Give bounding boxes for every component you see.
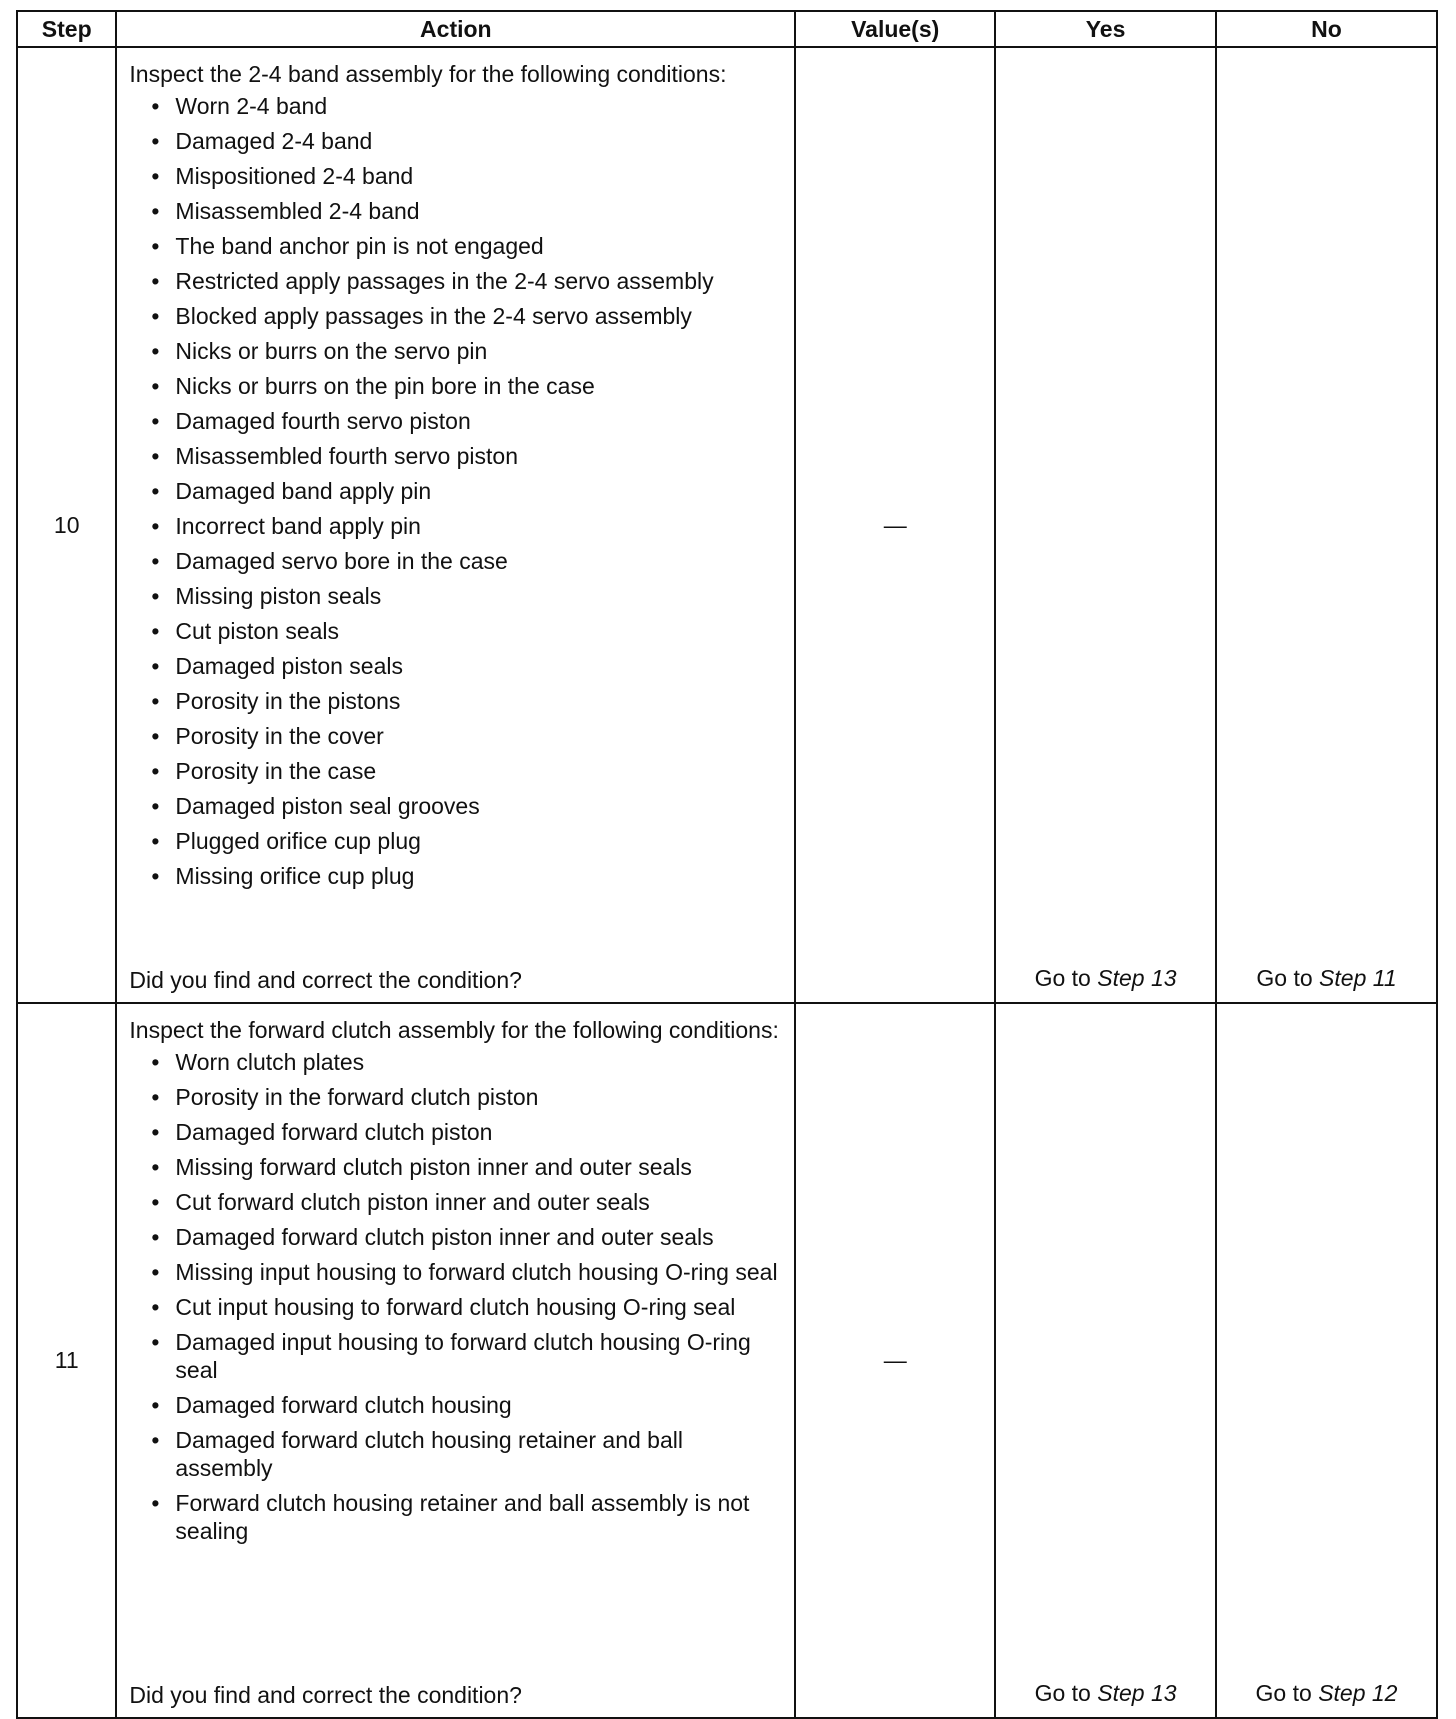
header-yes: Yes [995, 11, 1216, 47]
header-no: No [1216, 11, 1437, 47]
condition-item: • Damaged piston seal grooves [151, 792, 784, 820]
condition-item: • Incorrect band apply pin [151, 512, 784, 540]
no-step-link[interactable]: Step 11 [1319, 965, 1397, 991]
condition-item: • Damaged 2-4 band [151, 127, 784, 155]
condition-item: • Cut input housing to forward clutch housing O-ring seal [151, 1293, 784, 1321]
condition-item: • Nicks or burrs on the servo pin [151, 337, 784, 365]
condition-list [129, 1048, 784, 1545]
step-number: 10 [17, 47, 116, 1003]
no-cell [1216, 1003, 1437, 1718]
condition-item: • Damaged piston seals [151, 652, 784, 680]
condition-item: • Mispositioned 2-4 band [151, 162, 784, 190]
header-action: Action [116, 11, 795, 47]
action-intro: Inspect the 2-4 band assembly for the following conditions: [129, 61, 727, 87]
action-question: Did you find and correct the condition? [129, 967, 522, 993]
yes-step-link[interactable]: Step 13 [1097, 1680, 1177, 1706]
condition-item: • Damaged fourth servo piston [151, 407, 784, 435]
action-intro: Inspect the forward clutch assembly for the following conditions: [129, 1017, 779, 1043]
header-step: Step [17, 11, 116, 47]
condition-item: • Nicks or burrs on the pin bore in the case [151, 372, 784, 400]
no-prefix: Go to [1256, 965, 1313, 991]
condition-item: • Cut piston seals [151, 617, 784, 645]
condition-list [129, 92, 784, 890]
yes-prefix: Go to [1034, 1680, 1091, 1706]
action-cell [116, 47, 795, 1003]
yes-cell [995, 1003, 1216, 1718]
condition-item: • Damaged servo bore in the case [151, 547, 784, 575]
condition-item: • Damaged forward clutch piston [151, 1118, 784, 1146]
no-step-link[interactable]: Step 12 [1318, 1680, 1398, 1706]
condition-item: • Damaged forward clutch housing retainer and ball assembly [151, 1426, 784, 1482]
condition-item: • Misassembled fourth servo piston [151, 442, 784, 470]
condition-item: • Blocked apply passages in the 2-4 servo assembly [151, 302, 784, 330]
condition-item: • Restricted apply passages in the 2-4 servo assembly [151, 267, 784, 295]
condition-item: • Damaged band apply pin [151, 477, 784, 505]
condition-item: • Porosity in the cover [151, 722, 784, 750]
no-cell [1216, 47, 1437, 1003]
condition-item: • Missing input housing to forward clutch housing O-ring seal [151, 1258, 784, 1286]
condition-item: • Porosity in the forward clutch piston [151, 1083, 784, 1111]
condition-item: • Damaged forward clutch piston inner and outer seals [151, 1223, 784, 1251]
condition-item: • Misassembled 2-4 band [151, 197, 784, 225]
condition-item: • Cut forward clutch piston inner and outer seals [151, 1188, 784, 1216]
condition-item: • Damaged forward clutch housing [151, 1391, 784, 1419]
yes-cell [995, 47, 1216, 1003]
table-row [17, 1003, 1437, 1718]
yes-step-link[interactable]: Step 13 [1097, 965, 1177, 991]
header-values: Value(s) [795, 11, 995, 47]
value-cell: — [795, 47, 995, 1003]
condition-item: • Missing forward clutch piston inner and outer seals [151, 1153, 784, 1181]
action-question: Did you find and correct the condition? [129, 1682, 522, 1708]
condition-item: • Porosity in the case [151, 757, 784, 785]
no-prefix: Go to [1255, 1680, 1312, 1706]
step-number: 11 [17, 1003, 116, 1718]
condition-item: • Worn clutch plates [151, 1048, 784, 1076]
condition-item: • Worn 2-4 band [151, 92, 784, 120]
condition-item: • The band anchor pin is not engaged [151, 232, 784, 260]
condition-item: • Missing orifice cup plug [151, 862, 784, 890]
diagnostic-table [16, 10, 1438, 1719]
action-cell [116, 1003, 795, 1718]
yes-prefix: Go to [1034, 965, 1091, 991]
condition-item: • Plugged orifice cup plug [151, 827, 784, 855]
table-row [17, 47, 1437, 1003]
header-row [17, 11, 1437, 47]
condition-item: • Missing piston seals [151, 582, 784, 610]
condition-item: • Damaged input housing to forward clutch housing O-ring seal [151, 1328, 784, 1384]
value-cell: — [795, 1003, 995, 1718]
condition-item: • Forward clutch housing retainer and ball assembly is not sealing [151, 1489, 784, 1545]
condition-item: • Porosity in the pistons [151, 687, 784, 715]
